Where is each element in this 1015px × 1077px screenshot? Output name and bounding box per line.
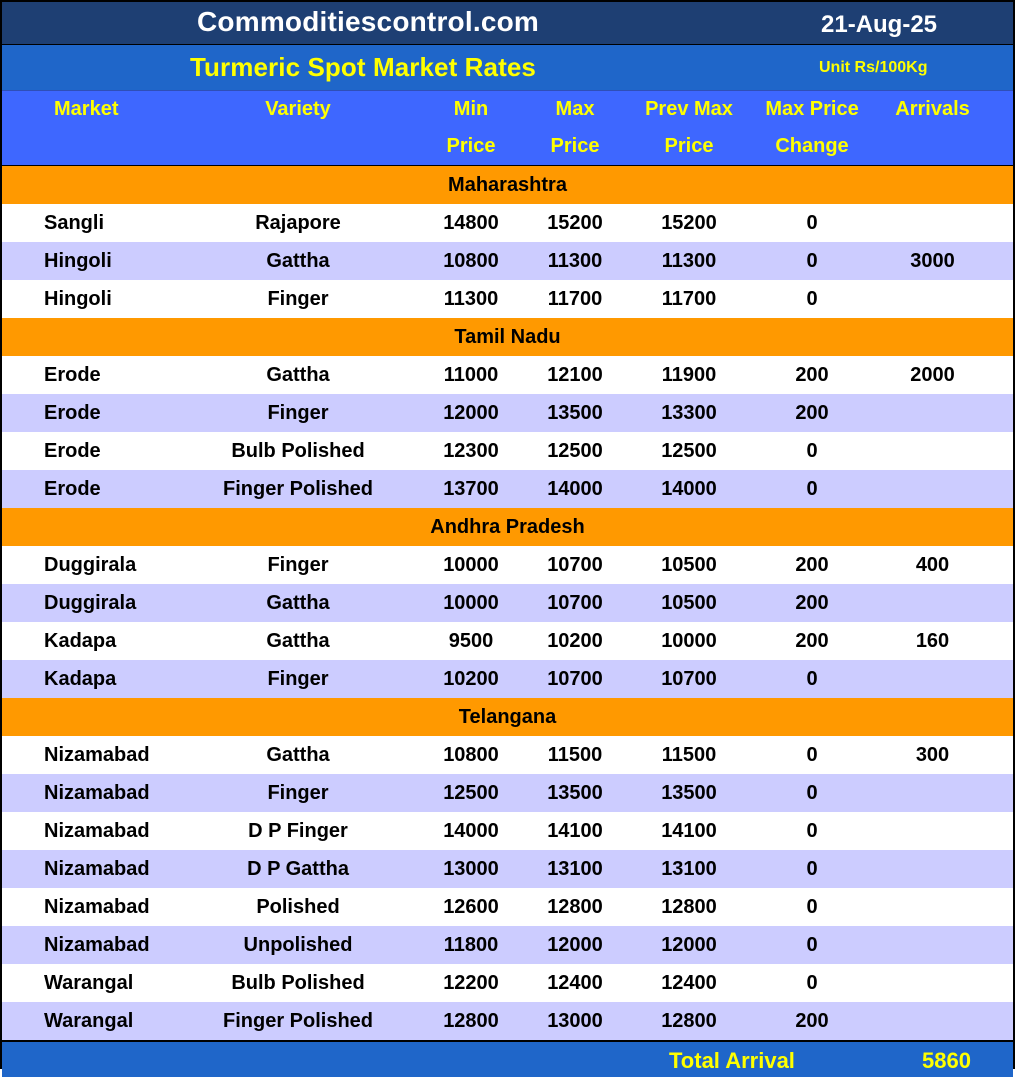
prev-max-price-cell: 14100: [661, 819, 717, 842]
column-header-row-bottom: [2, 128, 1013, 166]
min-price-cell: 12300: [443, 439, 499, 462]
variety-cell: Gattha: [266, 743, 330, 766]
unit-label: Unit Rs/100Kg: [819, 59, 928, 76]
max-price-change-cell: 0: [806, 439, 818, 462]
min-price-cell: 10800: [443, 249, 499, 272]
column-header-market-sub: [2, 128, 198, 165]
market-cell: Nizamabad: [44, 895, 150, 918]
table-row: [2, 888, 1013, 926]
min-price-cell: 9500: [448, 629, 494, 652]
market-cell: Nizamabad: [44, 743, 150, 766]
arrivals-cell: 300: [915, 743, 950, 766]
table-row: [2, 356, 1013, 394]
min-price-cell: 13700: [443, 477, 499, 500]
arrivals-cell: [852, 660, 1013, 698]
min-price-cell: 13000: [443, 857, 499, 880]
variety-cell: Gattha: [266, 591, 330, 614]
column-header-arrivals: Arrivals: [895, 98, 970, 120]
arrivals-cell: [852, 888, 1013, 926]
column-header-market: Market: [54, 98, 119, 120]
table-row: [2, 432, 1013, 470]
table-row: [2, 584, 1013, 622]
column-header-min: Min: [453, 98, 489, 120]
max-price-cell: 15200: [547, 211, 603, 234]
max-price-cell: 10200: [547, 629, 603, 652]
section-header-andhra-pradesh: Andhra Pradesh: [2, 508, 1013, 546]
max-price-cell: 11700: [547, 287, 603, 310]
report-title-bar: [2, 45, 1013, 90]
max-price-cell: 11300: [547, 249, 603, 272]
arrivals-cell: 400: [915, 553, 950, 576]
table-row: [2, 204, 1013, 242]
max-price-change-cell: 0: [806, 477, 818, 500]
variety-cell: Finger Polished: [222, 477, 374, 500]
market-cell: Nizamabad: [44, 933, 150, 956]
table-row: [2, 1002, 1013, 1040]
arrivals-cell: 3000: [910, 249, 955, 272]
market-cell: Duggirala: [44, 591, 137, 614]
variety-cell: Finger: [267, 781, 329, 804]
market-cell: Erode: [44, 401, 101, 424]
prev-max-price-cell: 11700: [661, 287, 717, 310]
prev-max-price-cell: 10500: [661, 553, 717, 576]
column-header-max-price: Max Price: [765, 98, 859, 120]
column-header-variety: Variety: [265, 98, 331, 120]
prev-max-price-cell: 12800: [661, 895, 717, 918]
market-cell: Kadapa: [44, 667, 117, 690]
prev-max-price-cell: 10500: [661, 591, 717, 614]
table-row: [2, 546, 1013, 584]
max-price-change-cell: 0: [806, 781, 818, 804]
max-price-change-cell: 200: [795, 363, 829, 386]
table-row: [2, 850, 1013, 888]
min-price-cell: 12200: [443, 971, 499, 994]
report-title: Turmeric Spot Market Rates: [190, 52, 536, 82]
min-price-cell: 12600: [443, 895, 499, 918]
prev-max-price-cell: 12500: [661, 439, 717, 462]
max-price-change-cell: 200: [795, 629, 829, 652]
variety-cell: D P Finger: [248, 819, 348, 842]
column-header-prev-max-sub: Price: [664, 135, 714, 157]
max-price-cell: 11500: [547, 743, 603, 766]
arrivals-cell: 2000: [910, 363, 955, 386]
variety-cell: Polished: [256, 895, 340, 918]
market-cell: Hingoli: [44, 287, 112, 310]
table-row: [2, 280, 1013, 318]
column-header-min-sub: Price: [446, 135, 496, 157]
max-price-change-cell: 0: [806, 933, 818, 956]
table-row: [2, 394, 1013, 432]
max-price-change-cell: 0: [806, 249, 818, 272]
max-price-change-cell: 0: [806, 895, 818, 918]
min-price-cell: 12800: [443, 1009, 499, 1032]
prev-max-price-cell: 12000: [661, 933, 717, 956]
max-price-cell: 10700: [547, 553, 603, 576]
prev-max-price-cell: 14000: [661, 477, 717, 500]
max-price-cell: 13500: [547, 781, 603, 804]
arrivals-cell: [852, 204, 1013, 242]
prev-max-price-cell: 13500: [661, 781, 717, 804]
variety-cell: Finger: [267, 667, 329, 690]
variety-cell: Gattha: [266, 629, 330, 652]
market-cell: Duggirala: [44, 553, 137, 576]
max-price-change-cell: 200: [795, 553, 829, 576]
max-price-cell: 13100: [547, 857, 603, 880]
arrivals-cell: [852, 470, 1013, 508]
max-price-change-cell: 0: [806, 287, 818, 310]
min-price-cell: 10000: [443, 591, 499, 614]
variety-cell: Bulb Polished: [231, 971, 365, 994]
min-price-cell: 10000: [443, 553, 499, 576]
market-cell: Erode: [44, 363, 101, 386]
market-cell: Hingoli: [44, 249, 112, 272]
column-header-prev-max: Prev Max: [645, 98, 733, 120]
max-price-change-cell: 0: [806, 857, 818, 880]
variety-cell: Rajapore: [255, 211, 341, 234]
market-cell: Sangli: [44, 211, 105, 234]
arrivals-cell: [852, 812, 1013, 850]
max-price-cell: 10700: [547, 667, 603, 690]
arrivals-cell: [852, 432, 1013, 470]
market-cell: Warangal: [44, 1009, 134, 1032]
min-price-cell: 14000: [443, 819, 499, 842]
max-price-change-cell: 0: [806, 211, 818, 234]
variety-cell: Finger: [267, 553, 329, 576]
prev-max-price-cell: 11500: [661, 743, 717, 766]
prev-max-price-cell: 11900: [661, 363, 717, 386]
market-cell: Kadapa: [44, 629, 117, 652]
arrivals-cell: [852, 280, 1013, 318]
report-date: 21-Aug-25: [821, 11, 938, 38]
arrivals-cell: [852, 774, 1013, 812]
variety-cell: Unpolished: [243, 933, 353, 956]
variety-cell: Finger: [267, 401, 329, 424]
max-price-change-cell: 0: [806, 971, 818, 994]
max-price-change-cell: 0: [806, 819, 818, 842]
min-price-cell: 11000: [443, 363, 499, 386]
prev-max-price-cell: 10000: [661, 629, 717, 652]
prev-max-price-cell: 12800: [661, 1009, 717, 1032]
arrivals-cell: [852, 926, 1013, 964]
max-price-change-cell: 200: [795, 591, 829, 614]
max-price-change-cell: 0: [806, 667, 818, 690]
site-title: Commoditiescontrol.com: [197, 6, 539, 37]
total-arrival-bar: [2, 1040, 1013, 1077]
variety-cell: Gattha: [266, 249, 330, 272]
arrivals-cell: [852, 584, 1013, 622]
section-header-telangana: Telangana: [2, 698, 1013, 736]
min-price-cell: 14800: [443, 211, 499, 234]
min-price-cell: 10200: [443, 667, 499, 690]
min-price-cell: 12000: [443, 401, 499, 424]
total-arrival-label: Total Arrival: [669, 1048, 795, 1073]
variety-cell: Bulb Polished: [231, 439, 365, 462]
arrivals-cell: [852, 1002, 1013, 1040]
column-header-change-sub: Change: [775, 135, 849, 157]
column-header-variety-sub: [198, 128, 398, 165]
prev-max-price-cell: 10700: [661, 667, 717, 690]
table-row: [2, 242, 1013, 280]
market-cell: Nizamabad: [44, 857, 150, 880]
max-price-cell: 12000: [547, 933, 603, 956]
min-price-cell: 10800: [443, 743, 499, 766]
title-bar: [2, 2, 1013, 45]
max-price-cell: 12400: [547, 971, 603, 994]
table-row: [2, 622, 1013, 660]
prev-max-price-cell: 13300: [661, 401, 717, 424]
market-cell: Warangal: [44, 971, 134, 994]
table-row: [2, 660, 1013, 698]
max-price-cell: 12500: [547, 439, 603, 462]
table-row: [2, 774, 1013, 812]
max-price-cell: 12800: [547, 895, 603, 918]
max-price-cell: 14000: [547, 477, 603, 500]
variety-cell: Gattha: [266, 363, 330, 386]
max-price-cell: 13500: [547, 401, 603, 424]
arrivals-cell: 160: [915, 629, 950, 652]
table-row: [2, 470, 1013, 508]
arrivals-cell: [852, 394, 1013, 432]
column-header-max-sub: Price: [550, 135, 600, 157]
prev-max-price-cell: 15200: [661, 211, 717, 234]
max-price-cell: 12100: [547, 363, 603, 386]
total-arrival-value: 5860: [922, 1048, 971, 1073]
max-price-cell: 13000: [547, 1009, 603, 1032]
max-price-cell: 10700: [547, 591, 603, 614]
column-header-arrivals-sub: [852, 128, 1013, 165]
max-price-change-cell: 0: [806, 743, 818, 766]
min-price-cell: 12500: [443, 781, 499, 804]
prev-max-price-cell: 13100: [661, 857, 717, 880]
table-row: [2, 964, 1013, 1002]
section-header-tamil-nadu: Tamil Nadu: [2, 318, 1013, 356]
column-header-row-top: [2, 90, 1013, 128]
market-cell: Nizamabad: [44, 781, 150, 804]
arrivals-cell: [852, 964, 1013, 1002]
prev-max-price-cell: 11300: [661, 249, 717, 272]
column-header-max: Max: [555, 98, 595, 120]
market-cell: Nizamabad: [44, 819, 150, 842]
table-row: [2, 812, 1013, 850]
max-price-cell: 14100: [547, 819, 603, 842]
table-row: [2, 926, 1013, 964]
min-price-cell: 11800: [443, 933, 499, 956]
max-price-change-cell: 200: [795, 1009, 829, 1032]
max-price-change-cell: 200: [795, 401, 829, 424]
arrivals-cell: [852, 850, 1013, 888]
section-header-maharashtra: Maharashtra: [2, 166, 1013, 204]
variety-cell: Finger: [267, 287, 329, 310]
variety-cell: D P Gattha: [247, 857, 349, 880]
variety-cell: Finger Polished: [222, 1009, 374, 1032]
min-price-cell: 11300: [443, 287, 499, 310]
prev-max-price-cell: 12400: [661, 971, 717, 994]
market-cell: Erode: [44, 477, 101, 500]
table-row: [2, 736, 1013, 774]
market-cell: Erode: [44, 439, 101, 462]
